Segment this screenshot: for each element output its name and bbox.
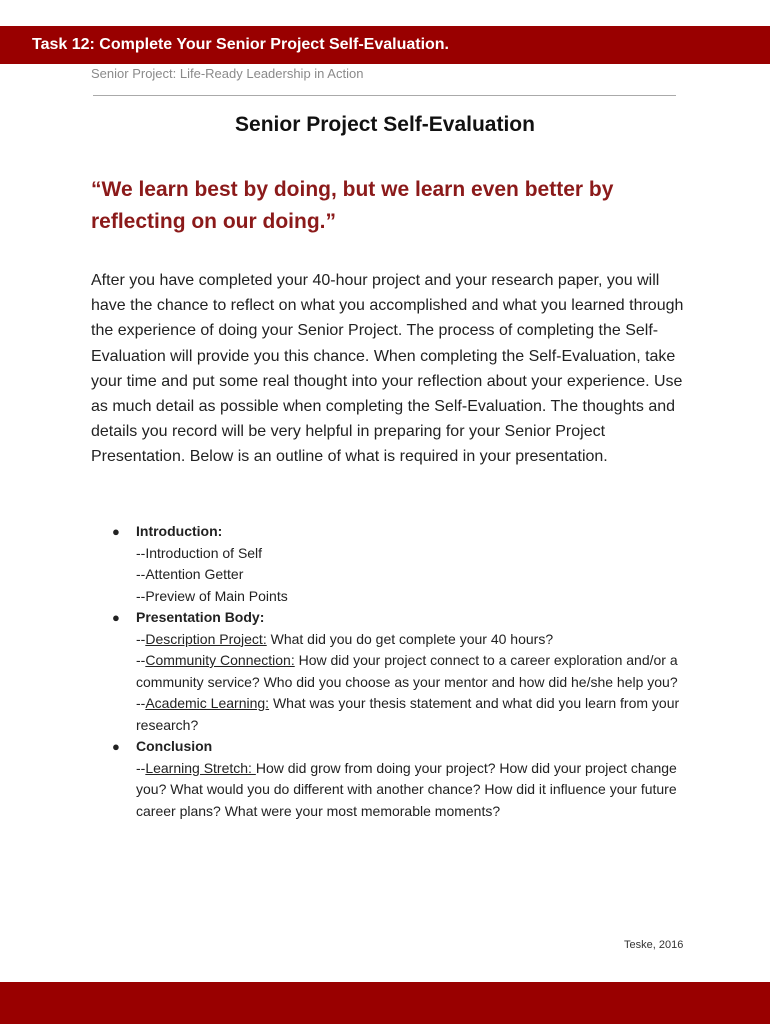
line-prefix: --: [136, 652, 146, 668]
footer-credit: Teske, 2016: [624, 939, 684, 951]
presentation-outline: [91, 521, 691, 822]
task-title: Task 12: Complete Your Senior Project Self-Evaluation.: [32, 36, 449, 53]
quote: “We learn best by doing, but we learn even better by reflecting on our doing.”: [91, 178, 614, 233]
outline-item-conclusion: [91, 736, 691, 822]
outline-heading: Introduction:: [136, 523, 223, 539]
underlined-label: Description Project:: [145, 630, 267, 647]
line-prefix: --: [136, 759, 146, 776]
bullet-icon: ●: [112, 524, 120, 539]
outline-line: --Introduction of Self: [136, 544, 263, 561]
line-text: How did grow from doing your project? How did your project change you? What would you do different with another chance? How did it influence your future career plans? What were your most memorable moments?: [136, 759, 677, 819]
bullet-icon: ●: [112, 610, 120, 625]
outline-line: [136, 650, 691, 693]
intro-paragraph: After you have completed your 40-hour project and your research paper, you will have the chance to reflect on what you accomplished and what you learned through the experience of doing your Senior Project. The process of completing the Self-Evaluation will provide you this chance. When completing the Self-Evaluation, take your time and put some real thought into your reflection about your experience. Use as much detail as possible when completing the Self-Evaluation. The thoughts and details you record will be very helpful in preparing for your Senior Project Presentation. Below is an outline of what is required in your presentation.: [91, 272, 684, 466]
outline-line: [136, 693, 691, 736]
line-text: How did your project connect to a career exploration and/or a community service? Who did you choose as your mentor and how did he/she help you?: [136, 652, 678, 690]
outline-line: --Preview of Main Points: [136, 587, 288, 604]
outline-heading: Conclusion: [136, 738, 213, 754]
subtitle: Senior Project: Life-Ready Leadership in Action: [91, 66, 364, 81]
outline-item-introduction: [91, 521, 691, 607]
line-prefix: --: [136, 695, 146, 711]
line-text: What did you do get complete your 40 hours?: [266, 630, 554, 647]
divider: [93, 95, 676, 96]
line-text: What was your thesis statement and what did you learn from your research?: [136, 695, 680, 733]
outline-line: [136, 758, 691, 823]
underlined-label: Academic Learning:: [145, 695, 270, 711]
underlined-label: Community Connection:: [145, 652, 295, 668]
bullet-icon: ●: [112, 739, 120, 754]
page-title: Senior Project Self-Evaluation: [235, 113, 535, 136]
line-prefix: --: [136, 630, 146, 647]
underlined-label: Learning Stretch:: [145, 759, 256, 776]
outline-heading: Presentation Body:: [136, 609, 265, 625]
footer-bar: [0, 982, 770, 1024]
outline-item-presentation-body: [91, 607, 691, 736]
outline-line: [136, 629, 691, 651]
outline-line: --Attention Getter: [136, 566, 244, 582]
